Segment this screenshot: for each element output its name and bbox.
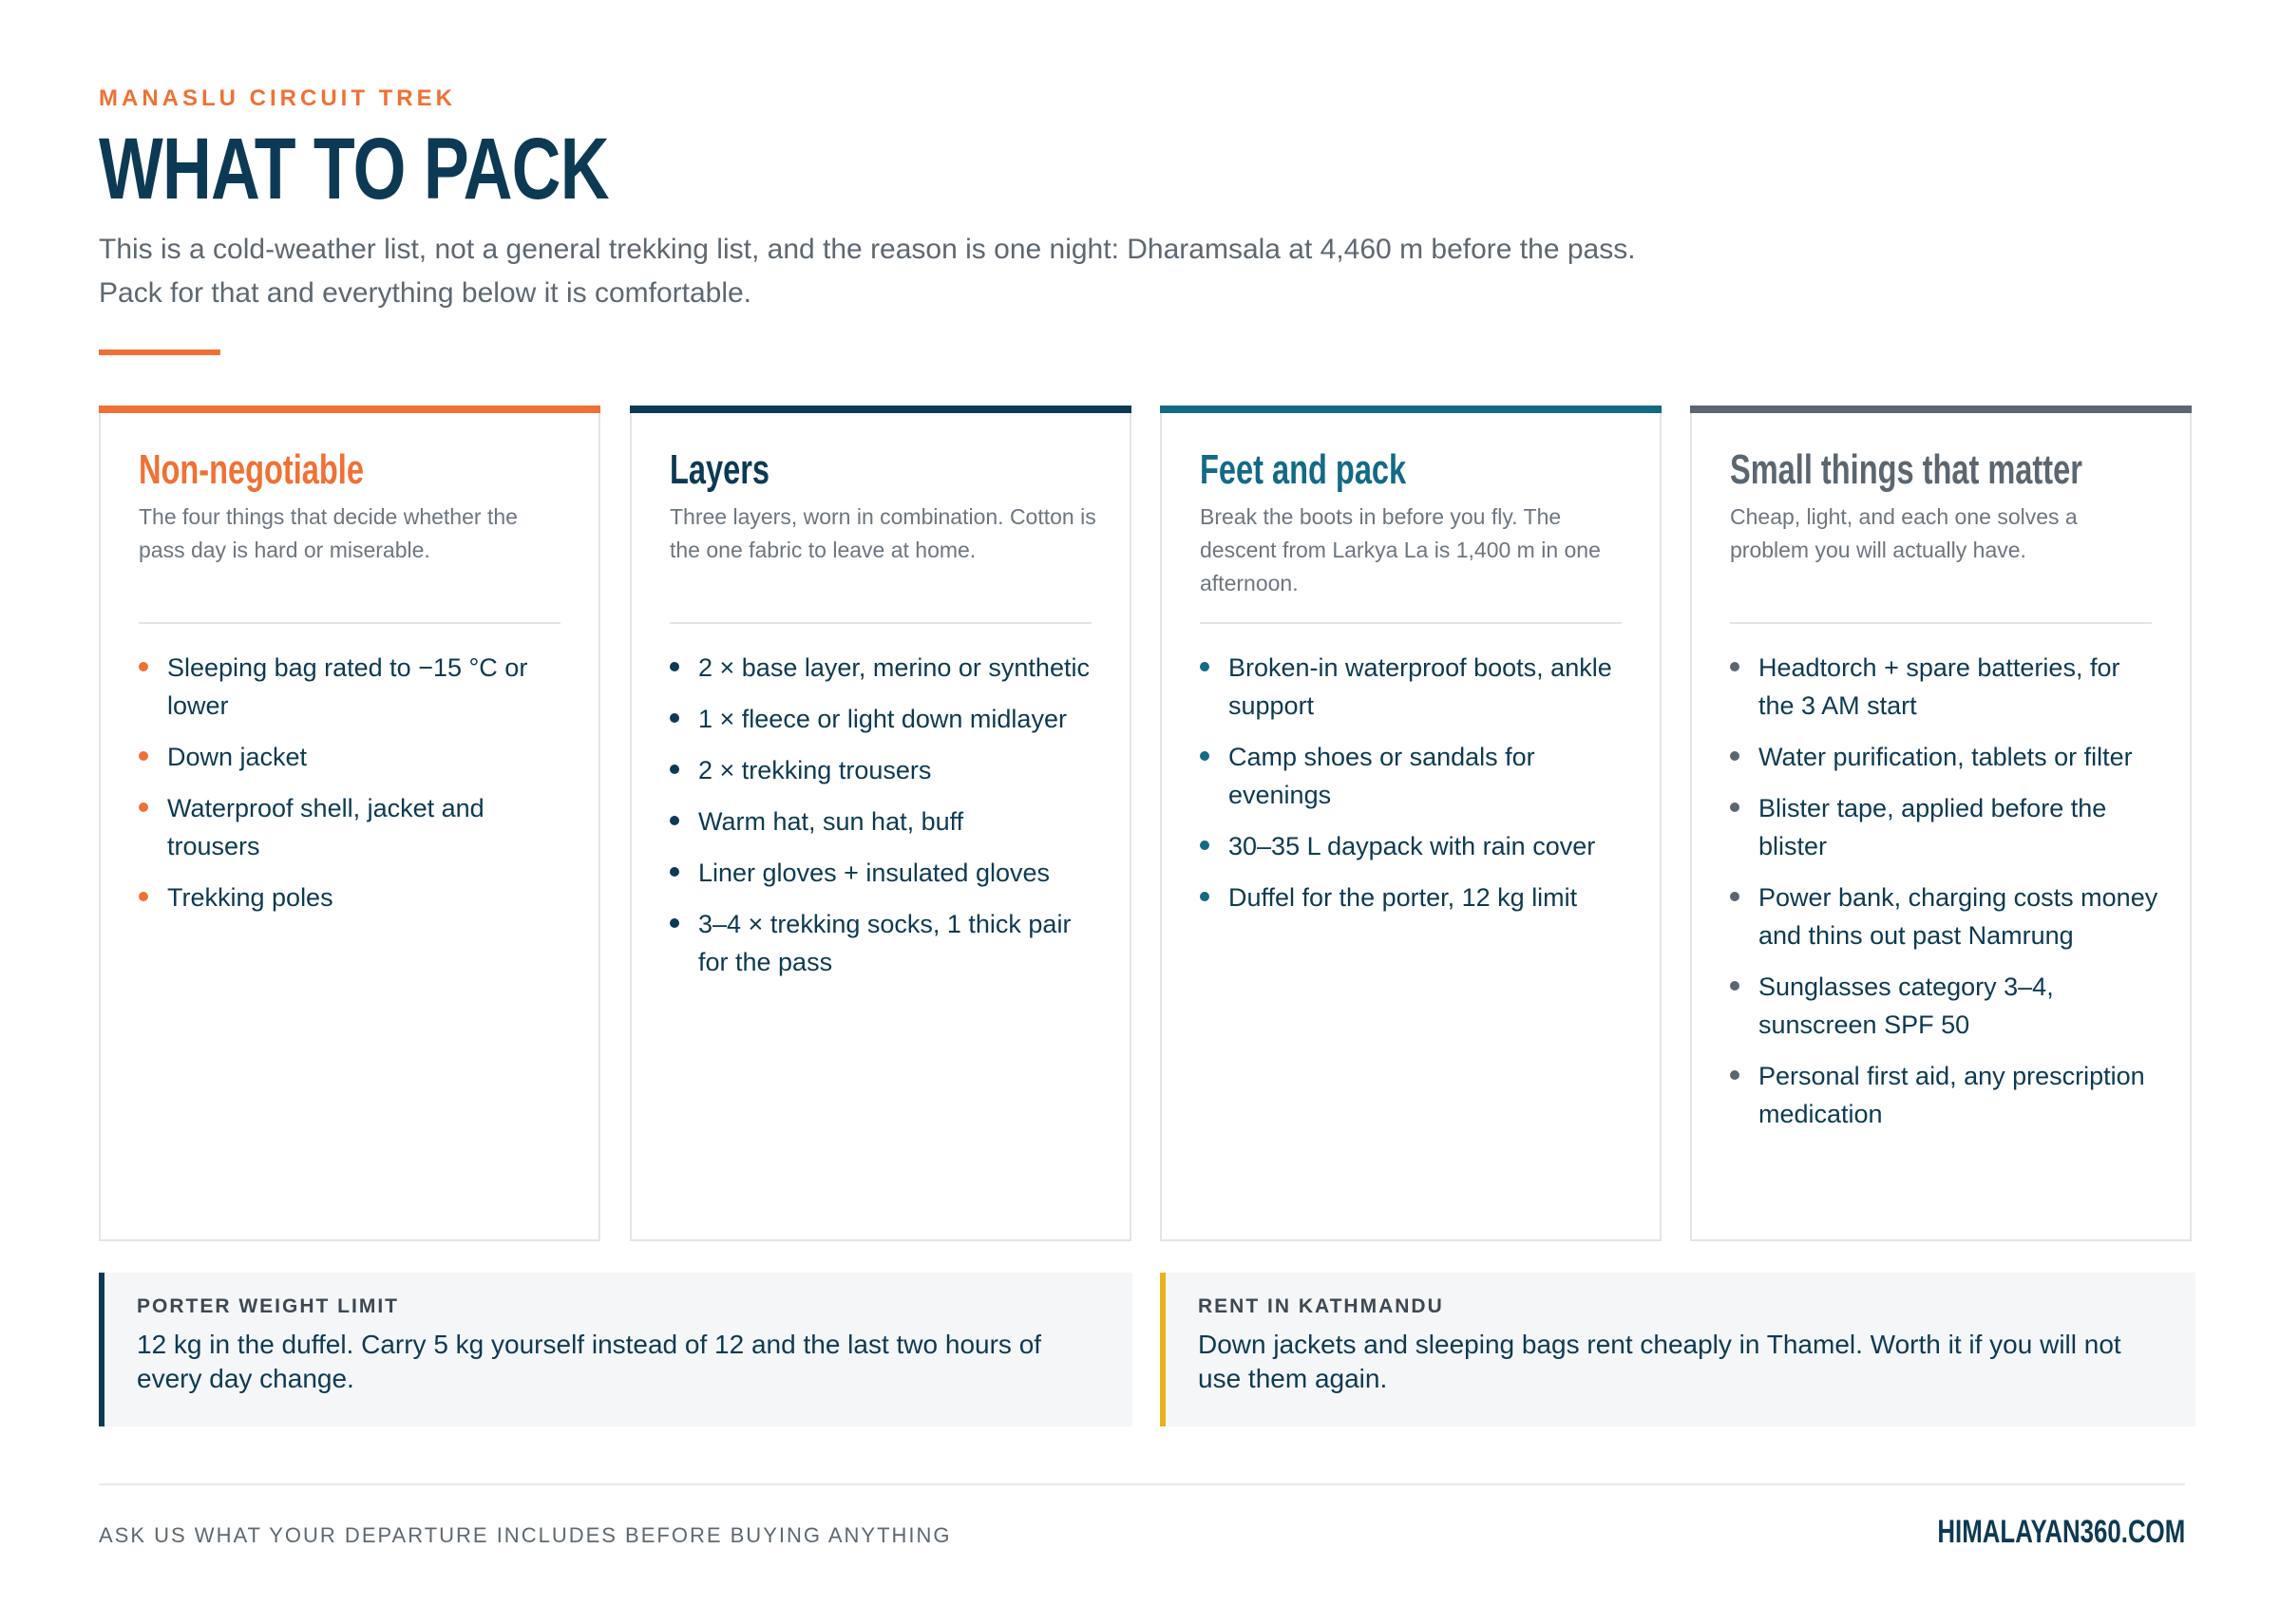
list-item (670, 751, 1101, 789)
footer-note: ASK US WHAT YOUR DEPARTURE INCLUDES BEFORE BUYING ANYTHING (99, 1523, 952, 1547)
list-item (670, 854, 1101, 892)
note-text: 12 kg in the duffel. Carry 5 kg yourself instead of 12 and the last two hours of every day change. (137, 1330, 1042, 1393)
card-description: The four things that decide whether the pass day is hard or miserable. (139, 504, 518, 562)
card-title: Small things that matter (1730, 446, 2082, 493)
bullet-icon (670, 713, 679, 723)
card-small-things (1690, 406, 2192, 1241)
bullet-icon (670, 918, 679, 928)
bullet-icon (1730, 981, 1739, 991)
bullet-icon (1730, 803, 1739, 812)
bullet-icon (1730, 892, 1739, 901)
item-list (670, 649, 1101, 994)
list-item (670, 700, 1101, 738)
item-text: Down jacket (167, 743, 308, 771)
note-accent-bar (1160, 1273, 1166, 1426)
item-list (139, 649, 570, 930)
note-accent-bar (99, 1273, 104, 1426)
item-text: 30–35 L daypack with rain cover (1228, 832, 1596, 860)
bullet-icon (1730, 662, 1739, 671)
bullet-icon (1200, 840, 1209, 850)
card-top-bar (1690, 406, 2192, 413)
list-item (139, 738, 570, 776)
card-title: Feet and pack (1200, 446, 1407, 493)
accent-rule (99, 349, 220, 355)
item-text: Liner gloves + insulated gloves (698, 859, 1050, 887)
bullet-icon (1730, 751, 1739, 761)
item-text: Sunglasses category 3–4, sunscreen SPF 50 (1758, 973, 2054, 1039)
item-list (1200, 649, 1631, 930)
item-text: Warm hat, sun hat, buff (698, 807, 964, 836)
divider (670, 622, 1092, 624)
card-top-bar (99, 406, 600, 413)
divider (139, 622, 560, 624)
bullet-icon (139, 892, 148, 901)
page-title: WHAT TO PACK (99, 121, 609, 217)
card-description: Three layers, worn in combination. Cotton is the one fabric to leave at home. (670, 504, 1096, 562)
card-top-bar (630, 406, 1131, 413)
item-text: Waterproof shell, jacket and trousers (167, 794, 484, 860)
item-text: Trekking poles (167, 883, 333, 912)
website-link[interactable]: HIMALAYAN360.COM (1937, 1514, 2185, 1550)
footer-divider (99, 1483, 2185, 1485)
note-text: Down jackets and sleeping bags rent cheaply in Thamel. Worth it if you will not use them again. (1198, 1330, 2121, 1393)
bullet-icon (670, 867, 679, 877)
bullet-icon (670, 765, 679, 774)
item-text: Blister tape, applied before the blister (1758, 794, 2107, 860)
bullet-icon (1730, 1070, 1739, 1080)
note-label: RENT IN KATHMANDU (1198, 1295, 1444, 1317)
list-item (670, 905, 1101, 981)
divider (1200, 622, 1622, 624)
list-item (1730, 968, 2161, 1044)
list-item (1200, 878, 1631, 916)
item-text: Power bank, charging costs money and thins out past Namrung (1758, 883, 2158, 950)
card-layers (630, 406, 1131, 1241)
eyebrow: MANASLU CIRCUIT TREK (99, 85, 456, 111)
bullet-icon (1200, 751, 1209, 761)
item-text: Sleeping bag rated to −15 °C or lower (167, 653, 528, 720)
bullet-icon (139, 751, 148, 761)
list-item (1730, 738, 2161, 776)
item-text: Headtorch + spare batteries, for the 3 AM start (1758, 653, 2120, 720)
card-description: Cheap, light, and each one solves a problem you will actually have. (1730, 504, 2078, 562)
card-top-bar (1160, 406, 1662, 413)
list-item (139, 878, 570, 916)
item-text: Personal first aid, any prescription medication (1758, 1062, 2145, 1128)
card-title: Layers (670, 446, 770, 493)
item-list (1730, 649, 2161, 1146)
list-item (670, 803, 1101, 840)
bullet-icon (139, 662, 148, 671)
item-text: 2 × base layer, merino or synthetic (698, 653, 1090, 682)
list-item (1730, 1057, 2161, 1133)
card-description: Break the boots in before you fly. The descent from Larkya La is 1,400 m in one afternoon. (1200, 504, 1601, 595)
item-text: Broken-in waterproof boots, ankle support (1228, 653, 1612, 720)
card-title: Non-negotiable (139, 446, 364, 493)
note-porter-weight (99, 1273, 1132, 1426)
list-item (1200, 738, 1631, 814)
bullet-icon (670, 816, 679, 825)
item-text: Water purification, tablets or filter (1758, 743, 2133, 771)
item-text: 2 × trekking trousers (698, 756, 932, 784)
bullet-icon (139, 803, 148, 812)
card-non-negotiable (99, 406, 600, 1241)
intro-paragraph: This is a cold-weather list, not a general trekking list, and the reason is one night: Dharamsala at 4,460 m before the pass. Pack for that and everything below it is comfortable. (99, 234, 1636, 309)
item-text: 3–4 × trekking socks, 1 thick pair for the pass (698, 910, 1072, 976)
item-text: Camp shoes or sandals for evenings (1228, 743, 1535, 809)
list-item (139, 789, 570, 865)
bullet-icon (1200, 662, 1209, 671)
list-item (670, 649, 1101, 687)
divider (1730, 622, 2152, 624)
list-item (139, 649, 570, 725)
note-label: PORTER WEIGHT LIMIT (137, 1295, 399, 1317)
list-item (1730, 878, 2161, 954)
card-feet-and-pack (1160, 406, 1662, 1241)
item-text: Duffel for the porter, 12 kg limit (1228, 883, 1578, 912)
note-rent-kathmandu (1160, 1273, 2195, 1426)
list-item (1730, 789, 2161, 865)
list-item (1200, 649, 1631, 725)
bullet-icon (1200, 892, 1209, 901)
item-text: 1 × fleece or light down midlayer (698, 705, 1067, 733)
bullet-icon (670, 662, 679, 671)
list-item (1200, 827, 1631, 865)
list-item (1730, 649, 2161, 725)
